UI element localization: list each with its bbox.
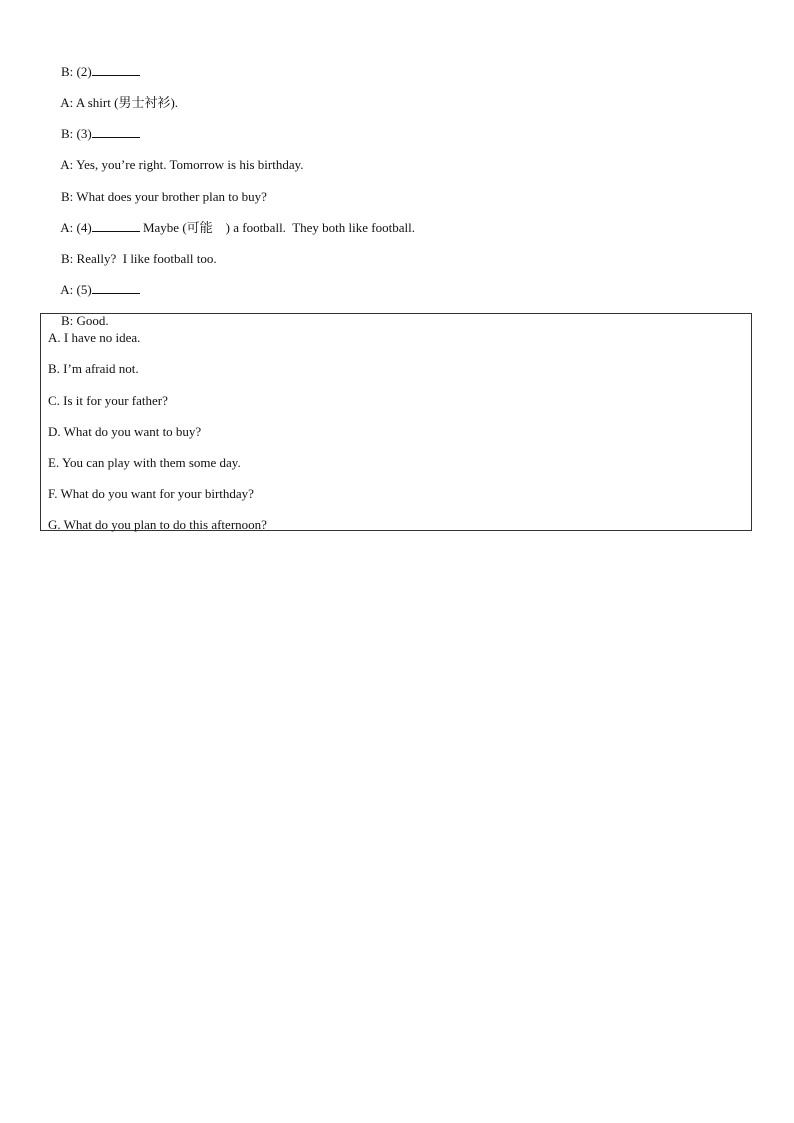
dialogue-text: B: (2) [61,64,92,79]
option-e: E. You can play with them some day. [48,455,241,470]
option-g: G. What do you plan to do this afternoon? [48,517,267,532]
option-f: F. What do you want for your birthday? [48,486,254,501]
option-a: A. I have no idea. [48,330,141,345]
answer-blank[interactable] [92,220,140,232]
dialogue-text: A: Yes, you’re right. Tomorrow is his birthday. [60,157,304,172]
dialogue-text: A: A shirt (男士衬衫). [60,95,179,110]
dialogue-text: A: (4) [60,220,92,235]
answer-blank[interactable] [92,64,140,76]
option-c: C. Is it for your father? [48,393,168,408]
dialogue-text: A: (5) [60,282,92,297]
answer-blank[interactable] [92,282,140,294]
options-box [40,313,752,531]
option-b: B. I’m afraid not. [48,361,139,376]
dialogue-text-continued: Maybe (可能 ) a football. They both like football. [139,220,415,235]
answer-blank[interactable] [92,126,140,138]
dialogue-text: B: Really? I like football too. [61,251,217,266]
dialogue-text: B: (3) [61,126,92,141]
dialogue-text: B: Good. [61,313,109,328]
dialogue-text: B: What does your brother plan to buy? [61,189,267,204]
option-d: D. What do you want to buy? [48,424,202,439]
